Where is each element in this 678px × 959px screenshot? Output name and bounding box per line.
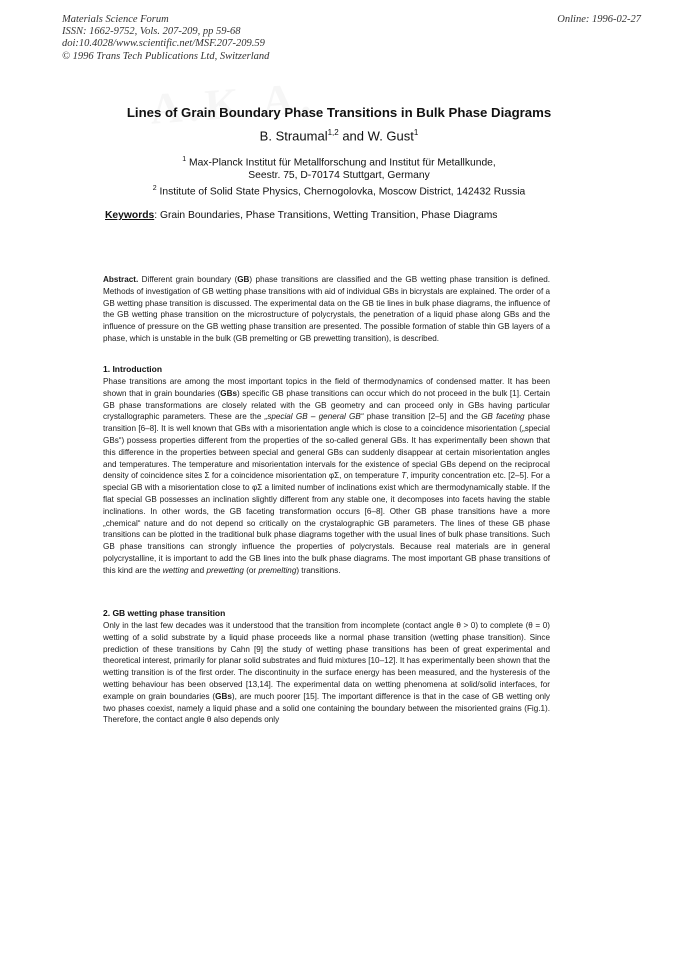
section-2-heading: 2. GB wetting phase transition bbox=[103, 608, 226, 618]
affiliation-1-line1: Max-Planck Institut für Metallforschung and Institut für Metallkunde, bbox=[186, 157, 496, 169]
affiliation-2-line1: Institute of Solid State Physics, Chernogolovka, Moscow District, 142432 Russia bbox=[156, 186, 526, 198]
affiliation-2-sup: 2 bbox=[152, 185, 157, 192]
section-1-body bbox=[103, 376, 550, 577]
intro-text-2: ) specific GB phase transitions can occur which do not proceed in the bulk [1]. Certain GB phase transformations are closely related with the GB geometry and can proceed only in GBs having particular crystallographic parameters. These are the bbox=[103, 388, 550, 422]
intro-text-4: phase transition [6–8]. It is well known that GBs with a misorientation angle which is close to a coincidence misorientation („special GBs“) possess properties different from the properties of the so-called general GBs. It has experimentally been shown that this difference in the properties between special and general GBs can suddenly disappear at certain misorientation angles and temperatures. The temperature and misorientation intervals for the existence of special GBs depend on the reciprocal density of coincidence sites Σ for a coincidence misorientation φΣ, on temperature bbox=[103, 412, 550, 481]
abstract-text-1: Different grain boundary ( bbox=[138, 275, 238, 284]
wetting-text-2: ), are much poorer [15]. The important difference is that in the case of GB wetting only two phases coexist, namely a liquid phase and a solid one containing the boundary between the misoriented grains (Fig.1). Therefore, the contact angle θ also depends only bbox=[103, 691, 550, 725]
intro-text-6: and bbox=[188, 565, 207, 575]
intro-italic-3: wetting bbox=[162, 565, 189, 575]
author-1: B. Straumal bbox=[259, 128, 328, 144]
intro-text-5: , impurity concentration etc. [2–5]. For a special GB with a misorientation close to φΣ a limited number of inclinations exist which are thermodynamically stable. If the flat special GB possesses an inclination slightly different from any stable one, it decomposes into facets having the stable inclinations. In other words, the GB faceting transformation occurs [6–8]. Other GB phase transitions have a more „chemical“ nature and do not depend so critically on the crystalographic GB parameters. The lines of these GB phase transitions can be plotted in the traditional bulk phase diagrams together with the usual lines of bulk phase transitions. Such GB phase transitions can strongly influence the properties of polycrystals. Because real materials are in general polycrystalline, it is important to add the GB lines into the bulk phase diagrams. The most important GB phase transitions of this kind are the bbox=[103, 471, 550, 575]
intro-text-3: phase transition [2–5] and the bbox=[363, 412, 482, 422]
keywords-text: : Grain Boundaries, Phase Transitions, Wetting Transition, Phase Diagrams bbox=[154, 210, 498, 221]
intro-text-8: ) transitions. bbox=[296, 565, 341, 575]
author-2: W. Gust bbox=[367, 128, 414, 144]
journal-meta bbox=[62, 14, 269, 63]
author-2-sup: 1 bbox=[413, 128, 419, 137]
intro-italic-5: premelting bbox=[258, 565, 297, 575]
intro-gbs: GBs bbox=[220, 388, 238, 398]
intro-T: T bbox=[401, 471, 407, 481]
doi: doi:10.4028/www.scientific.net/MSF.207-209.59 bbox=[62, 38, 265, 50]
abstract-label: Abstract. bbox=[103, 275, 139, 284]
affiliation-2 bbox=[0, 183, 678, 199]
keywords-label: Keywords bbox=[105, 210, 155, 221]
abstract bbox=[103, 274, 550, 345]
keywords bbox=[105, 210, 497, 221]
wetting-text-1: Only in the last few decades was it understood that the transition from incomplete (contact angle θ > 0) to complete (θ = 0) wetting of a solid substrate by a liquid phase proceeds like a normal phase transition (wetting phase transition). Since prediction of these transitions by Cahn [9] the study of wetting phase transitions has been of great experimental and theoretical interest, primarily for planar solid substrates and fluid mixtures [10–12]. It has experimentally been shown that the wetting transition is of the first order. The discontinuity in the surface energy has been measured, and the hysteresis of the wetting behaviour has been observed [13,14]. The experimental data on wetting phenomena at solid/solid interfaces, for example on grain boundaries ( bbox=[103, 621, 550, 701]
author-1-sup: 1,2 bbox=[327, 128, 339, 137]
affiliation-1-sup: 1 bbox=[182, 156, 187, 163]
affiliation-1 bbox=[0, 154, 678, 183]
abstract-text-2: ) phase transitions are classified and the GB wetting phase transition is defined. Methods of investigation of GB wetting phase transitions with aid of individual GBs in bicrystals are explained. The order of a GB wetting phase transition is discussed. The experimental data on the GB tie lines in bulk phase diagrams, the influence of the GB wetting phase transition on the microstructure of polycrystals, the penetration of a liquid phase along GBs and the influence of pressure on the GB wetting phase transition are presented. The possible formation of stable thin GB layers of a phase, which is unstable in the bulk (GB premelting or GB prewetting transition), is described. bbox=[103, 275, 550, 343]
abstract-gb: GB bbox=[237, 275, 250, 284]
copyright: © 1996 Trans Tech Publications Ltd, Switzerland bbox=[62, 50, 270, 62]
section-1-heading: 1. Introduction bbox=[103, 364, 163, 374]
issn: ISSN: 1662-9752, Vols. 207-209, pp 59-68 bbox=[62, 26, 241, 38]
online-date: Online: 1996-02-27 bbox=[557, 14, 641, 25]
authors-and: and bbox=[338, 128, 368, 144]
paper-title: Lines of Grain Boundary Phase Transitions in Bulk Phase Diagrams bbox=[126, 105, 552, 120]
intro-italic-4: prewetting bbox=[206, 565, 244, 575]
section-2-body bbox=[103, 620, 550, 726]
wetting-gbs: GBs bbox=[215, 691, 232, 701]
authors bbox=[0, 128, 678, 143]
intro-text-7: (or bbox=[243, 565, 259, 575]
affiliation-1-line2: Seestr. 75, D-70174 Stuttgart, Germany bbox=[248, 170, 430, 182]
intro-italic-1: „special GB – general GB“ bbox=[264, 412, 364, 422]
intro-italic-2: GB faceting bbox=[481, 412, 525, 422]
intro-text-1: Phase transitions are among the most important topics in the field of thermodynamics of condensed matter. It has been shown that in grain boundaries ( bbox=[103, 377, 550, 398]
watermark bbox=[148, 72, 318, 135]
journal-name: Materials Science Forum bbox=[62, 14, 169, 25]
